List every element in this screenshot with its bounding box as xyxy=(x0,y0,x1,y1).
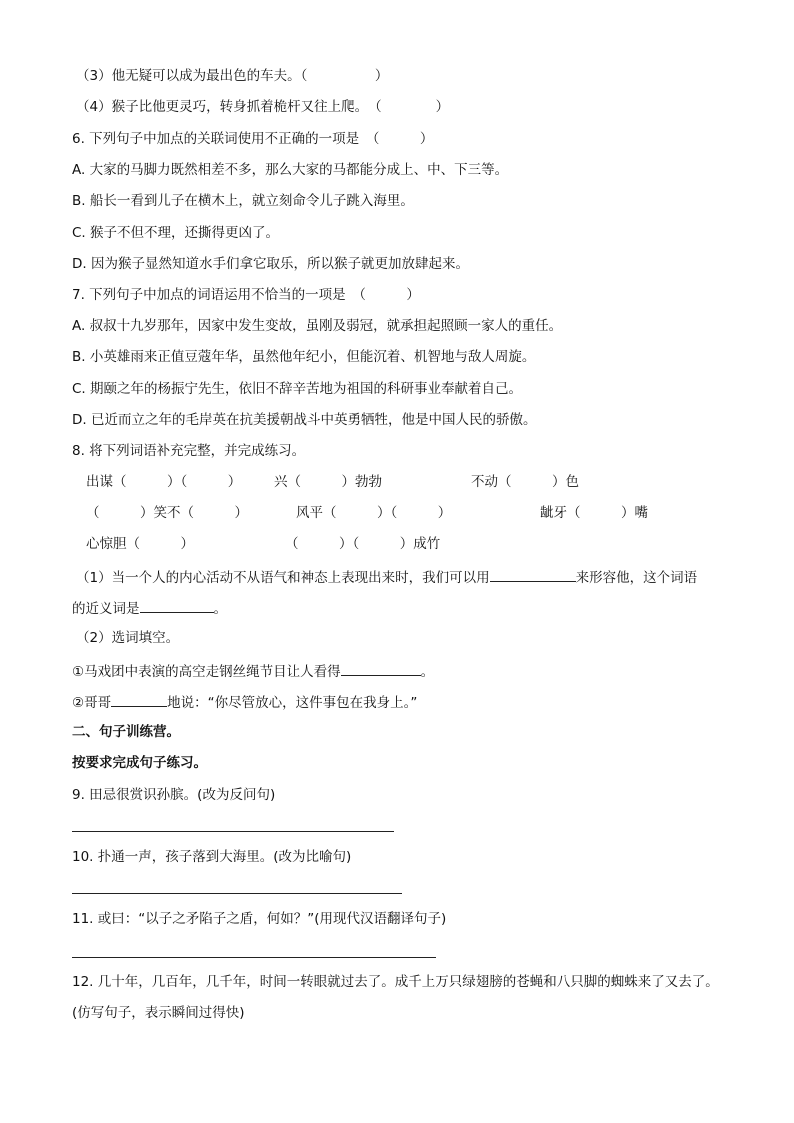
q8-sub2-item2 xyxy=(72,692,417,712)
q9-answer-line[interactable] xyxy=(72,831,394,832)
q7-option-d: D. 已近而立之年的毛岸英在抗美援朝战斗中英勇牺牲，他是中国人民的骄傲。 xyxy=(72,412,537,428)
idiom-6: 龇牙（ ）嘴 xyxy=(540,505,648,521)
q5-item-4: （4）猴子比他更灵巧，转身抓着桅杆又往上爬。 （ ） xyxy=(76,99,450,115)
q8-sub2-blank-2[interactable] xyxy=(111,692,167,707)
q7-stem: 7. 下列句子中加点的词语运用不恰当的一项是 （ ） xyxy=(72,287,420,303)
section-2-instruction: 按要求完成句子练习。 xyxy=(72,755,207,771)
q8-sub1-blank-1[interactable] xyxy=(490,567,576,582)
q7-option-c: C. 期颐之年的杨振宁先生，依旧不辞辛苦地为祖国的科研事业奉献着自己。 xyxy=(72,381,523,397)
q9-text: 9. 田忌很赏识孙膑。(改为反问句) xyxy=(72,787,276,803)
q8-sub2-item2-text-a: ②哥哥 xyxy=(72,695,112,711)
q6-option-c: C. 猴子不但不理，还撕得更凶了。 xyxy=(72,225,280,241)
idiom-8: （ ）（ ）成竹 xyxy=(285,536,441,552)
q6-option-a: A. 大家的马脚力既然相差不多，那么大家的马都能分成上、中、下三等。 xyxy=(72,162,509,178)
q8-stem: 8. 将下列词语补充完整，并完成练习。 xyxy=(72,443,306,459)
q5-item-3: （3）他无疑可以成为最出色的车夫。（ ） xyxy=(76,68,389,84)
idiom-7: 心惊胆（ ） xyxy=(86,536,194,552)
q11-text: 11. 或曰：“以子之矛陷子之盾，何如？”(用现代汉语翻译句子) xyxy=(72,911,447,927)
q12-line1: 12. 几十年，几百年，几千年，时间一转眼就过去了。成千上万只绿翅膀的苍蝇和八只脚的蜘蛛来了又去了。 xyxy=(72,974,719,990)
q10-text: 10. 扑通一声，孩子落到大海里。(改为比喻句) xyxy=(72,849,352,865)
idiom-1: 出谋（ ）（ ） xyxy=(86,474,242,490)
q10-answer-line[interactable] xyxy=(72,893,402,894)
q8-sub2-item2-text-b: 地说：“你尽管放心，这件事包在我身上。” xyxy=(167,695,418,711)
idiom-4: （ ）笑不（ ） xyxy=(86,505,248,521)
q8-sub2-item1 xyxy=(72,661,434,681)
q8-sub2: （2）选词填空。 xyxy=(76,630,180,646)
idiom-3: 不动（ ）色 xyxy=(471,474,579,490)
q8-sub2-item1-text: ①马戏团中表演的高空走钢丝绳节目让人看得 xyxy=(72,664,341,680)
q11-answer-line[interactable] xyxy=(72,957,436,958)
q8-sub2-blank-1[interactable] xyxy=(341,661,421,676)
q8-sub1-text-a: （1）当一个人的内心活动不从语气和神态上表现出来时，我们可以用 xyxy=(76,570,490,586)
q6-option-d: D. 因为猴子显然知道水手们拿它取乐，所以猴子就更加放肆起来。 xyxy=(72,256,469,272)
q7-option-b: B. 小英雄雨来正值豆蔻年华，虽然他年纪小，但能沉着、机智地与敌人周旋。 xyxy=(72,349,536,365)
idiom-2: 兴（ ）勃勃 xyxy=(274,474,382,490)
q8-sub1-line2 xyxy=(72,598,227,618)
q8-sub1-text-c: 的近义词是 xyxy=(72,601,140,617)
q8-sub1-end: 。 xyxy=(213,601,227,617)
idiom-5: 风平（ ）（ ） xyxy=(296,505,452,521)
q7-option-a: A. 叔叔十九岁那年，因家中发生变故，虽刚及弱冠，就承担起照顾一家人的重任。 xyxy=(72,318,563,334)
q8-sub1-blank-2[interactable] xyxy=(140,598,214,613)
q6-stem: 6. 下列句子中加点的关联词使用不正确的一项是 （ ） xyxy=(72,131,434,147)
section-2-title: 二、句子训练营。 xyxy=(72,724,180,740)
q6-option-b: B. 船长一看到儿子在横木上，就立刻命令儿子跳入海里。 xyxy=(72,193,414,209)
q12-line2: (仿写句子，表示瞬间过得快) xyxy=(72,1005,245,1021)
q8-sub2-item1-end: 。 xyxy=(420,664,435,680)
q8-sub1-line1 xyxy=(76,567,697,587)
q8-sub1-text-b: 来形容他，这个词语 xyxy=(575,570,698,586)
